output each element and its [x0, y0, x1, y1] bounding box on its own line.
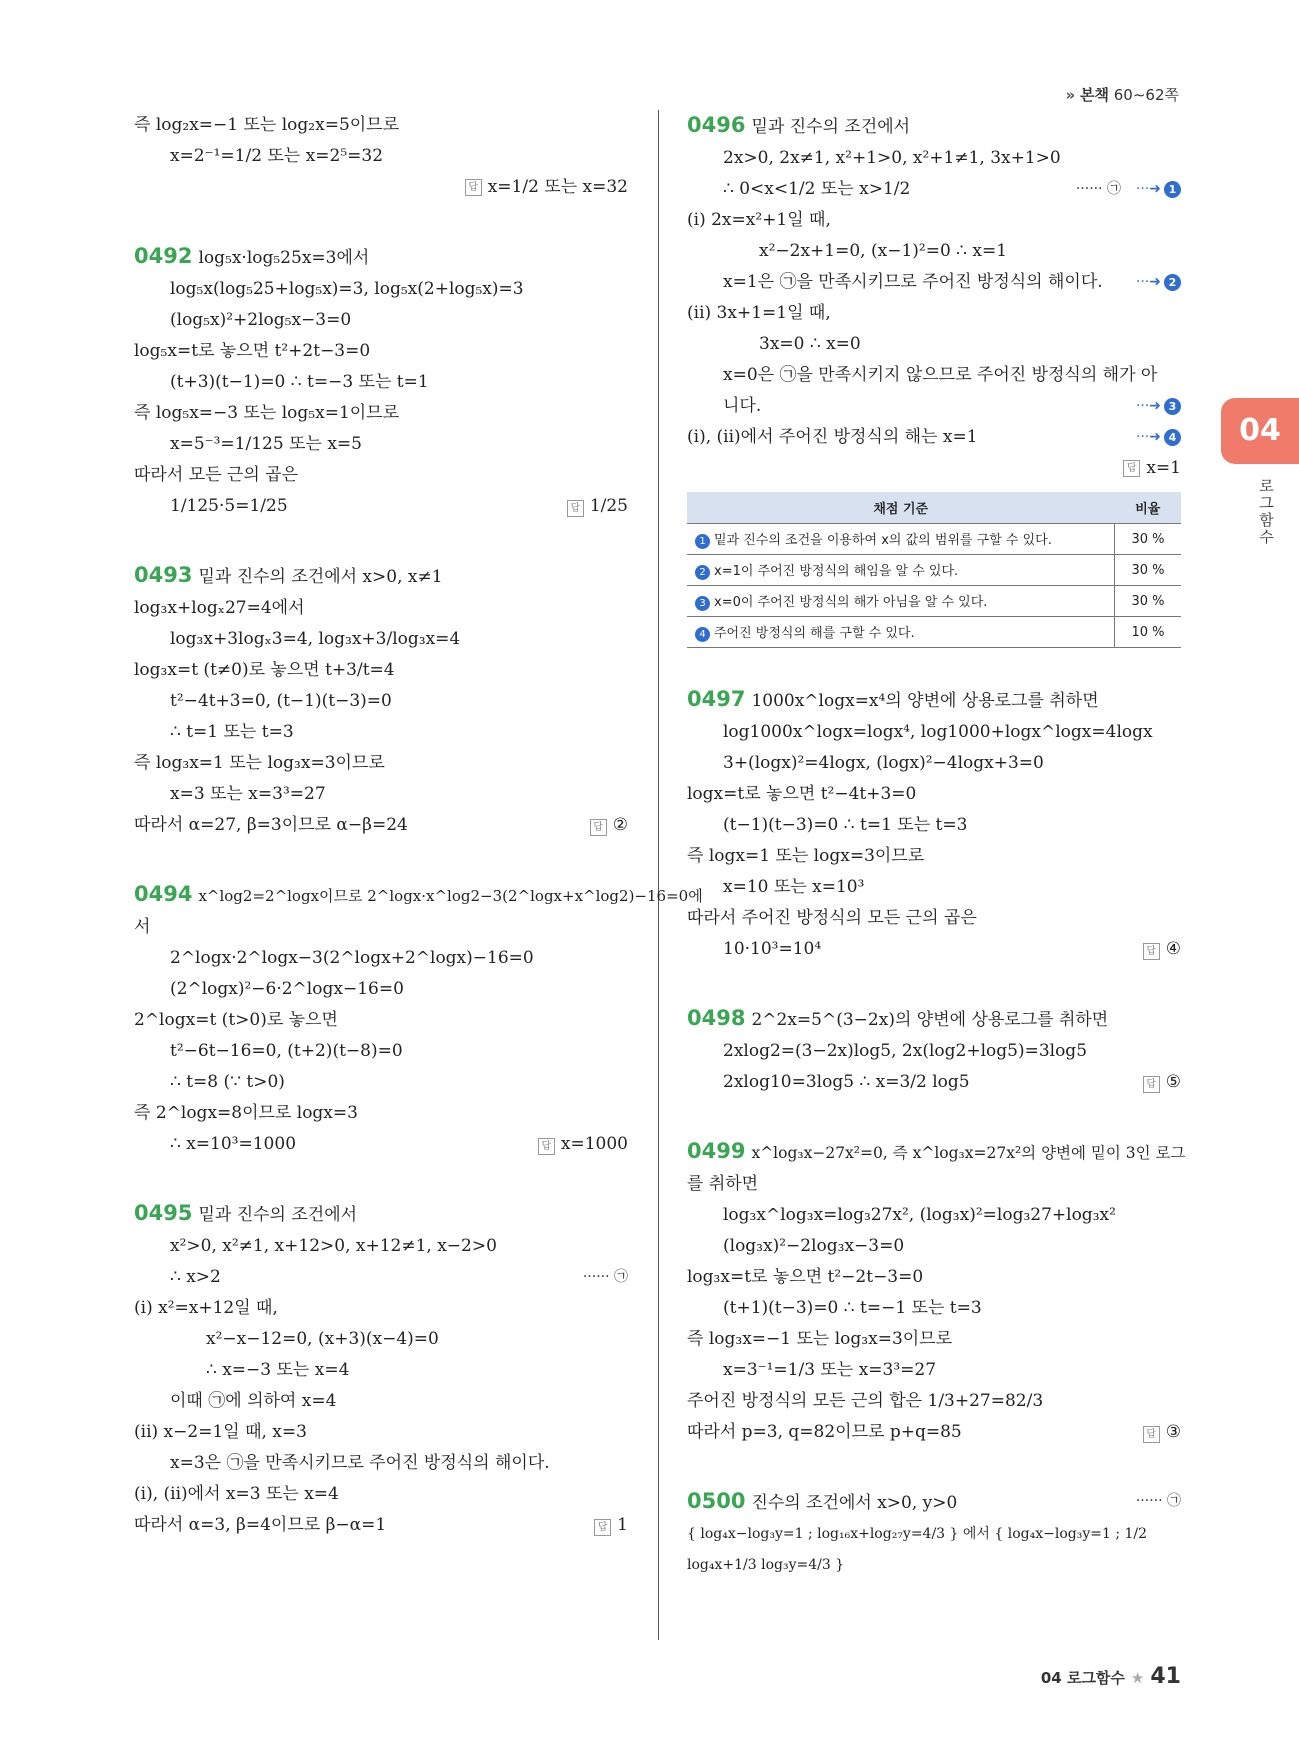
solution-line: log₃x=t로 놓으면 t²−2t−3=0: [687, 1267, 924, 1287]
solution-line: 주어진 방정식의 모든 근의 합은 1/3+27=82/3: [687, 1391, 1044, 1411]
solution-line: log₅x=t로 놓으면 t²+2t−3=0: [134, 341, 371, 361]
reference-label: 본책: [1080, 86, 1109, 104]
solution-line: log₃x+3logₓ3=4, log₃x+3/log₃x=4: [170, 629, 461, 649]
solution-line: 즉 log₅x=−3 또는 log₅x=1이므로: [134, 403, 400, 423]
solution-line: 따라서 p=3, q=82이므로 p+q=85: [687, 1422, 962, 1442]
answer-icon: 답: [465, 179, 482, 196]
star-icon: ★: [1130, 1669, 1145, 1687]
solution-line: log₃x+logₓ27=4에서: [134, 598, 305, 618]
solution-line: x=3 또는 x=3³=27: [170, 784, 326, 804]
solution-line: (t−1)(t−3)=0 ∴ t=1 또는 t=3: [723, 815, 968, 835]
grading-table: [687, 492, 1181, 648]
answer-value: ③: [1165, 1422, 1181, 1442]
solution-0493: [134, 560, 628, 841]
answer-icon: 답: [567, 500, 584, 517]
solution-line: x^log2=2^logx이므로 2^logx·x^log2−3(2^logx+x^log2)−16=0에: [198, 887, 703, 905]
solution-line: (t+1)(t−3)=0 ∴ t=−1 또는 t=3: [723, 1298, 982, 1318]
solution-line: t²−6t−16=0, (t+2)(t−8)=0: [170, 1041, 403, 1061]
solution-line: (ii) 3x+1=1일 때,: [687, 303, 831, 323]
solution-line: 따라서 모든 근의 곱은: [134, 465, 299, 485]
solution-line: x=3은 ㉠을 만족시키므로 주어진 방정식의 해이다.: [170, 1453, 550, 1473]
solution-line: logx=t로 놓으면 t²−4t+3=0: [687, 784, 917, 804]
solution-0491-tail: [134, 110, 628, 203]
solution-line: (i) 2x=x²+1일 때,: [687, 210, 831, 230]
answer-value: x=1: [1146, 458, 1181, 478]
answer-value: 1: [617, 1515, 628, 1535]
answer-line: [687, 453, 1181, 484]
solution-line: x^log₃x−27x²=0, 즉 x^log₃x=27x²의 양변에 밑이 3인 로그: [751, 1144, 1186, 1162]
solution-line: (i), (ii)에서 주어진 방정식의 해는 x=1: [687, 427, 978, 447]
solution-0499: [687, 1136, 1186, 1448]
solution-line: t²−4t+3=0, (t−1)(t−3)=0: [170, 691, 392, 711]
solution-line: 1000x^logx=x⁴의 양변에 상용로그를 취하면: [751, 691, 1099, 711]
answer-value: ②: [612, 815, 628, 835]
solution-line: 즉 log₃x=−1 또는 log₃x=3이므로: [687, 1329, 953, 1349]
footer-chapter: 04 로그함수: [1040, 1669, 1125, 1687]
solution-line: ∴ x=10³=1000: [170, 1134, 297, 1154]
arrow-icon: »: [1065, 86, 1076, 104]
solution-line: ∴ x>2: [170, 1267, 221, 1287]
solution-line: x=0은 ㉠을 만족시키지 않으므로 주어진 방정식의 해가 아: [723, 365, 1158, 385]
solution-line: 진수의 조건에서 x>0, y>0: [751, 1493, 958, 1513]
solution-line: 즉 2^logx=8이므로 logx=3: [134, 1103, 358, 1123]
solution-line: 2^logx·2^logx−3(2^logx+2^logx)−16=0: [170, 948, 534, 968]
condition-mark: ······ ㉠: [1135, 1493, 1181, 1509]
solution-line: 니다.: [723, 396, 762, 416]
answer-value: 1/25: [589, 496, 628, 516]
solution-line: log₃x^log₃x=log₃27x², (log₃x)²=log₃27+log₃x²: [723, 1205, 1116, 1225]
page-reference: [1066, 84, 1179, 105]
solution-line: 따라서 α=3, β=4이므로 β−α=1: [134, 1515, 387, 1535]
step-marker: ···➜ 2: [1136, 267, 1181, 298]
grading-row: 4 주어진 방정식의 해를 구할 수 있다. 10 %: [687, 617, 1181, 648]
solution-line: (t+3)(t−1)=0 ∴ t=−3 또는 t=1: [170, 372, 429, 392]
left-column: [134, 110, 703, 1579]
solution-line: x=5⁻³=1/125 또는 x=5: [170, 434, 362, 454]
answer-value: ⑤: [1165, 1072, 1181, 1092]
solution-line: 즉 log₂x=−1 또는 log₂x=5이므로: [134, 115, 400, 135]
solution-line: 를 취하면: [687, 1174, 759, 1194]
problem-number: 0494: [134, 882, 193, 906]
condition-mark: ······ ㉠: [582, 1269, 628, 1285]
solution-line: 밑과 진수의 조건에서: [198, 1205, 358, 1225]
solution-line: 즉 logx=1 또는 logx=3이므로: [687, 846, 925, 866]
solution-line: ∴ t=1 또는 t=3: [170, 722, 294, 742]
solution-line: log₅x(log₅25+log₅x)=3, log₅x(2+log₅x)=3: [170, 279, 524, 299]
answer-icon: 답: [590, 819, 607, 836]
solution-line: (i) x²=x+12일 때,: [134, 1298, 278, 1318]
solution-line: { log₄x−log₃y=1 ; log₁₆x+log₂₇y=4/3 } 에서 { log₄x−log₃y=1 ; 1/2 log₄x+1/3 log₃y=4/3 }: [687, 1526, 1148, 1573]
solution-line: 따라서 주어진 방정식의 모든 근의 곱은: [687, 908, 977, 928]
answer-icon: 답: [1123, 460, 1140, 477]
right-column: [687, 110, 1186, 1581]
problem-number: 0492: [134, 244, 193, 268]
solution-line: 10·10³=10⁴: [723, 939, 822, 959]
answer-icon: 답: [594, 1519, 611, 1536]
solution-line: x²>0, x²≠1, x+12>0, x+12≠1, x−2>0: [170, 1236, 497, 1256]
chapter-tab-label: 로그함수: [1257, 478, 1275, 546]
solution-0498: [687, 1003, 1181, 1098]
solution-line: log₅x·log₅25x=3에서: [198, 248, 370, 268]
problem-number: 0495: [134, 1201, 193, 1225]
solution-0497: [687, 684, 1181, 965]
solution-line: x=10 또는 x=10³: [723, 877, 865, 897]
solution-0494: [134, 879, 703, 1160]
solution-0492: [134, 241, 628, 522]
solution-line: 2^logx=t (t>0)로 놓으면: [134, 1010, 338, 1030]
solution-line: log1000x^logx=logx⁴, log1000+logx^logx=4logx: [723, 722, 1153, 742]
solution-line: ∴ 0<x<1/2 또는 x>1/2: [723, 179, 911, 199]
solution-line: 2x>0, 2x≠1, x²+1>0, x²+1≠1, 3x+1>0: [723, 148, 1061, 168]
step-marker: ···➜ 4: [1136, 422, 1181, 453]
solution-line: 2^2x=5^(3−2x)의 양변에 상용로그를 취하면: [751, 1010, 1109, 1030]
solution-line: (log₅x)²+2log₅x−3=0: [170, 310, 352, 330]
solution-line: 따라서 α=27, β=3이므로 α−β=24: [134, 815, 408, 835]
chapter-tab: 04: [1221, 398, 1299, 464]
page-number: 41: [1150, 1664, 1181, 1689]
solution-line: (2^logx)²−6·2^logx−16=0: [170, 979, 404, 999]
answer-icon: 답: [1143, 1426, 1160, 1443]
problem-number: 0493: [134, 563, 193, 587]
solution-line: 즉 log₃x=1 또는 log₃x=3이므로: [134, 753, 385, 773]
solution-line: ∴ x=−3 또는 x=4: [206, 1360, 350, 1380]
solution-line: 서: [134, 917, 151, 937]
solution-line: 밑과 진수의 조건에서 x>0, x≠1: [198, 567, 443, 587]
solution-0500: [687, 1486, 1181, 1581]
solution-line: x=2⁻¹=1/2 또는 x=2⁵=32: [170, 146, 384, 166]
answer-value: x=1/2 또는 x=32: [487, 177, 628, 197]
grading-header: 비율: [1115, 492, 1182, 524]
column-divider: [658, 110, 659, 1640]
grading-header: 채점 기준: [687, 492, 1115, 524]
solution-line: ∴ t=8 (∵ t>0): [170, 1072, 285, 1092]
solution-line: (ii) x−2=1일 때, x=3: [134, 1422, 307, 1442]
answer-line: [134, 172, 628, 203]
grading-row: 2 x=1이 주어진 방정식의 해임을 알 수 있다. 30 %: [687, 555, 1181, 586]
solution-line: x²−2x+1=0, (x−1)²=0 ∴ x=1: [759, 241, 1008, 261]
grading-row: 1 밑과 진수의 조건을 이용하여 x의 값의 범위를 구할 수 있다. 30 %: [687, 524, 1181, 555]
answer-icon: 답: [1143, 943, 1160, 960]
solution-0495: [134, 1198, 628, 1541]
grading-row: 3 x=0이 주어진 방정식의 해가 아님을 알 수 있다. 30 %: [687, 586, 1181, 617]
solution-line: (log₃x)²−2log₃x−3=0: [723, 1236, 905, 1256]
solution-line: log₃x=t (t≠0)로 놓으면 t+3/t=4: [134, 660, 395, 680]
solution-line: 이때 ㉠에 의하여 x=4: [170, 1391, 337, 1411]
solution-line: 1/125·5=1/25: [170, 496, 288, 516]
step-marker: ···➜ 1: [1136, 174, 1181, 205]
solution-line: 3x=0 ∴ x=0: [759, 334, 861, 354]
solution-line: x²−x−12=0, (x+3)(x−4)=0: [206, 1329, 439, 1349]
reference-pages: 60∼62쪽: [1113, 86, 1179, 104]
problem-number: 0500: [687, 1489, 746, 1513]
problem-number: 0498: [687, 1006, 746, 1030]
solution-line: (i), (ii)에서 x=3 또는 x=4: [134, 1484, 339, 1504]
solution-line: x=3⁻¹=1/3 또는 x=3³=27: [723, 1360, 937, 1380]
answer-value: x=1000: [560, 1134, 628, 1154]
solution-line: 2xlog10=3log5 ∴ x=3/2 log5: [723, 1072, 970, 1092]
problem-number: 0499: [687, 1139, 746, 1163]
solution-line: x=1은 ㉠을 만족시키므로 주어진 방정식의 해이다.: [723, 272, 1103, 292]
answer-value: ④: [1165, 939, 1181, 959]
problem-number: 0497: [687, 687, 746, 711]
condition-mark: ······ ㉠: [1075, 181, 1121, 197]
step-marker: ···➜ 3: [1136, 391, 1181, 422]
answer-icon: 답: [1143, 1076, 1160, 1093]
answer-icon: 답: [538, 1138, 555, 1155]
solution-line: 2xlog2=(3−2x)log5, 2x(log2+log5)=3log5: [723, 1041, 1088, 1061]
solution-line: 3+(logx)²=4logx, (logx)²−4logx+3=0: [723, 753, 1044, 773]
solution-line: 밑과 진수의 조건에서: [751, 117, 911, 137]
solution-0496: [687, 110, 1181, 484]
page-footer: [1041, 1664, 1181, 1689]
problem-number: 0496: [687, 113, 746, 137]
